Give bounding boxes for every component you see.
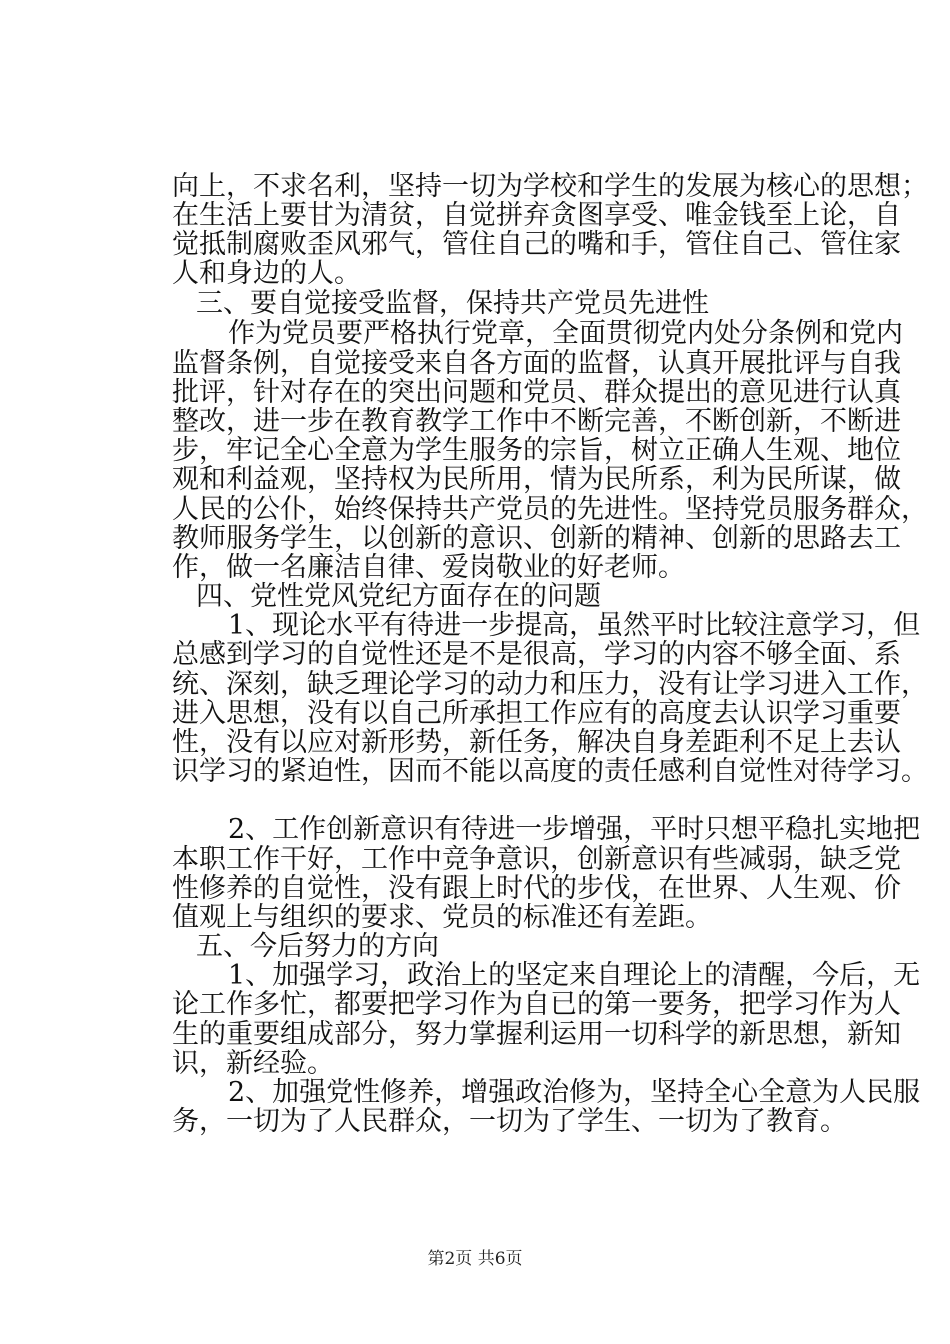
body-line: 性，没有以应对新形势，新任务，解决自身差距利不足上去认 [172, 727, 901, 758]
body-line: 性修养的自觉性，没有跟上时代的步伐，在世界、人生观、价 [172, 873, 901, 904]
body-line: 整改，进一步在教育教学工作中不断完善，不断创新，不断进 [172, 406, 901, 437]
body-line: 识学习的紧迫性，因而不能以高度的责任感利自觉性对待学习。 [172, 756, 928, 787]
body-line: 人民的公仆，始终保持共产党员的先进性。坚持党员服务群众， [172, 494, 928, 525]
body-line: 在生活上要甘为清贫，自觉拼弃贪图享受、唯金钱至上论，自 [172, 200, 901, 231]
body-line: 生的重要组成部分，努力掌握利运用一切科学的新思想，新知 [172, 1019, 901, 1050]
body-line: 步，牢记全心全意为学生服务的宗旨，树立正确人生观、地位 [172, 435, 901, 466]
section-heading: 四、党性党风党纪方面存在的问题 [196, 581, 601, 612]
section-heading: 五、今后努力的方向 [196, 931, 439, 962]
body-line: 监督条例，自觉接受来自各方面的监督，认真开展批评与自我 [172, 348, 901, 379]
body-line: 2、加强党性修养，增强政治修为，坚持全心全意为人民服 [228, 1077, 921, 1108]
body-line: 批评，针对存在的突出问题和党员、群众提出的意见进行认真 [172, 377, 901, 408]
body-line: 向上，不求名利，坚持一切为学校和学生的发展为核心的思想； [172, 171, 928, 202]
body-line: 作，做一名廉洁自律、爱岗敬业的好老师。 [172, 552, 685, 583]
body-line: 务，一切为了人民群众，一切为了学生、一切为了教育。 [172, 1106, 847, 1137]
body-line: 1、现论水平有待进一步提高，虽然平时比较注意学习，但 [228, 610, 921, 641]
body-line: 作为党员要严格执行党章，全面贯彻党内处分条例和党内 [228, 318, 903, 349]
body-line: 观和利益观，坚持权为民所用，情为民所系，利为民所谋，做 [172, 464, 901, 495]
body-line: 值观上与组织的要求、党员的标准还有差距。 [172, 902, 712, 933]
page-number-footer: 第2页 共6页 [427, 1249, 523, 1269]
section-heading: 三、要自觉接受监督，保持共产党员先进性 [196, 288, 709, 319]
body-line: 人和身边的人。 [172, 258, 361, 289]
body-line: 觉抵制腐败歪风邪气，管住自己的嘴和手，管住自己、管住家 [172, 229, 901, 260]
body-line: 识，新经验。 [172, 1048, 334, 1079]
body-line: 2、工作创新意识有待进一步增强，平时只想平稳扎实地把 [228, 814, 921, 845]
body-line: 论工作多忙，都要把学习作为自已的第一要务，把学习作为人 [172, 989, 901, 1020]
body-line: 进入思想，没有以自己所承担工作应有的高度去认识学习重要 [172, 698, 901, 729]
body-line: 教师服务学生，以创新的意识、创新的精神、创新的思路去工 [172, 523, 901, 554]
body-line: 总感到学习的自觉性还是不是很高，学习的内容不够全面、系 [172, 639, 901, 670]
body-line: 统、深刻，缺乏理论学习的动力和压力，没有让学习进入工作， [172, 669, 928, 700]
body-line: 1、加强学习，政治上的坚定来自理论上的清醒，今后，无 [228, 960, 921, 991]
body-line: 本职工作干好，工作中竞争意识，创新意识有些减弱，缺乏党 [172, 844, 901, 875]
